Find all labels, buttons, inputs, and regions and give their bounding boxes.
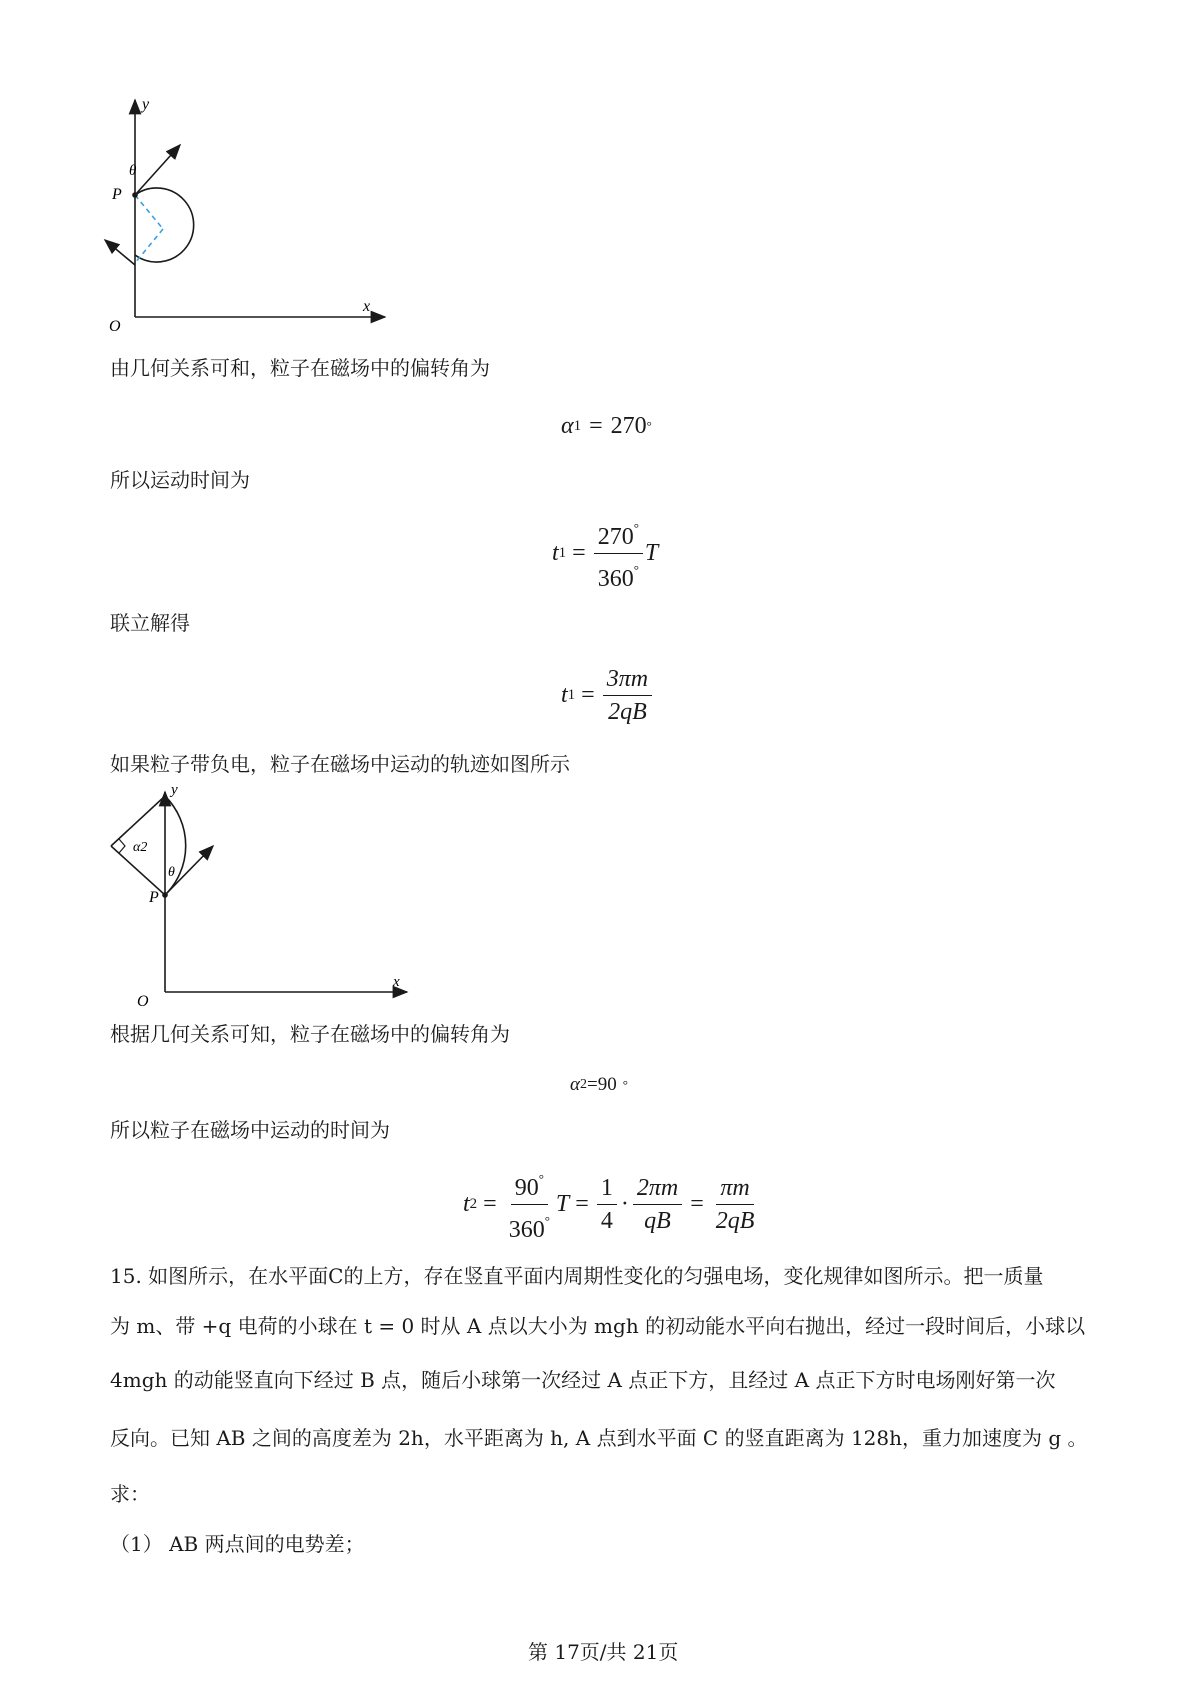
theta-label: θ [168, 865, 175, 880]
eq4-sub: 2 [579, 1077, 587, 1092]
eq5-lhs: t [463, 1190, 470, 1217]
figure-positive-charge-trajectory [95, 95, 395, 335]
exit-velocity-arrow [105, 240, 135, 265]
eq5-f3-num: 2πm [633, 1173, 682, 1205]
eq5-f1-num: 90 [514, 1174, 539, 1201]
eq2-fraction [594, 513, 643, 594]
eq1-deg: ° [646, 418, 652, 433]
eq1-sub: 1 [573, 417, 582, 434]
eq3-lhs: t [561, 681, 568, 708]
question-15-line-5: 求： [110, 1482, 150, 1506]
eq5-period: T [555, 1190, 570, 1217]
radius-dashed-2 [135, 229, 163, 263]
eq3-den: 2qB [608, 698, 647, 725]
eq5-f1-den-deg: ° [544, 1212, 550, 1228]
paragraph-combine-solve: 联立解得 [110, 611, 190, 635]
radius-dashed-1 [135, 195, 163, 229]
eq5-f4-den: 2qB [715, 1207, 755, 1234]
point-p-label: P [149, 889, 159, 906]
question-15-line-1: 15. 如图所示，在水平面C的上方，存在竖直平面内周期性变化的匀强电场，变化规律如图所示。把一质量 [110, 1264, 1044, 1288]
eq2-sub: 1 [558, 544, 567, 561]
eq5-f2-num: 1 [597, 1173, 617, 1205]
eq1-op: = [589, 412, 603, 439]
equation-t2 [463, 1170, 760, 1243]
eq5-fraction-3 [633, 1173, 682, 1236]
circular-trajectory [135, 188, 194, 262]
paragraph-time-in-field: 所以粒子在磁场中运动的时间为 [110, 1118, 390, 1142]
eq5-f2-den: 4 [600, 1207, 613, 1234]
right-angle-mark [119, 839, 125, 853]
eq5-op1: = [483, 1190, 497, 1217]
paragraph-negative-charge: 如果粒子带负电，粒子在磁场中运动的轨迹如图所示 [110, 752, 570, 776]
eq2-period: T [644, 539, 659, 566]
eq5-op2: = [575, 1190, 589, 1217]
equation-alpha1 [561, 408, 652, 444]
eq2-den-deg: ° [633, 561, 639, 577]
paragraph-deflection-angle: 由几何关系可和，粒子在磁场中的偏转角为 [110, 356, 490, 380]
eq2-lhs: t [552, 539, 559, 566]
x-axis-label: x [393, 974, 400, 990]
page-footer: 第 17页/共 21页 [528, 1640, 679, 1664]
equation-t1-result [561, 662, 654, 728]
theta-label: θ [129, 163, 137, 179]
eq5-f1-den: 360 [508, 1216, 545, 1243]
question-15-line-4: 反向。已知 AB 之间的高度差为 2h，水平距离为 h, A 点到水平面 C 的竖直距离为 128h，重力加速度为 g 。 [110, 1426, 1088, 1450]
eq3-sub: 1 [567, 686, 576, 703]
eq5-f1-num-deg: ° [538, 1170, 544, 1186]
origin-label: O [109, 318, 121, 335]
eq5-sub: 2 [469, 1195, 478, 1212]
radius-line-top [111, 796, 165, 846]
eq5-dot: · [620, 1190, 629, 1217]
eq2-num: 270 [597, 523, 634, 550]
eq3-fraction [603, 664, 652, 727]
eq5-f3-den: qB [644, 1207, 671, 1234]
eq1-val: 270 [610, 412, 647, 439]
eq4-lhs: α [570, 1074, 580, 1095]
point-p-dot [132, 192, 138, 198]
eq3-num: 3πm [603, 664, 652, 696]
point-p-dot [162, 892, 168, 898]
alpha2-label: α2 [133, 840, 148, 855]
eq2-op: = [572, 539, 586, 566]
eq2-num-deg: ° [633, 519, 639, 535]
eq5-f4-num: πm [716, 1173, 753, 1205]
eq4-rhs: =90 [586, 1074, 617, 1095]
question-15-line-2: 为 m、带 +q 电荷的小球在 t = 0 时从 A 点以大小为 mgh 的初动能水平向右抛出，经过一段时间后，小球以 [110, 1314, 1086, 1338]
question-15-sub-1: （1） AB 两点间的电势差； [110, 1532, 365, 1556]
eq5-op3: = [690, 1190, 704, 1217]
paragraph-geometry-deflection: 根据几何关系可知，粒子在磁场中的偏转角为 [110, 1022, 510, 1046]
y-axis-label: y [142, 96, 150, 113]
eq1-lhs: α [561, 412, 574, 439]
paragraph-motion-time: 所以运动时间为 [110, 468, 250, 492]
origin-label: O [137, 993, 149, 1010]
eq4-deg: ° [622, 1077, 628, 1092]
equation-t1-ratio [552, 519, 659, 592]
eq5-fraction-4 [712, 1173, 759, 1236]
arc-trajectory [165, 796, 186, 895]
figure-negative-charge-trajectory [95, 780, 415, 1010]
eq3-op: = [581, 681, 595, 708]
eq5-fraction-2 [597, 1173, 617, 1236]
eq5-fraction-1 [505, 1164, 554, 1245]
point-p-label: P [112, 186, 122, 203]
equation-alpha2 [570, 1070, 628, 1100]
x-axis-label: x [363, 298, 371, 315]
eq2-den: 360 [597, 565, 634, 592]
y-axis-label: y [171, 782, 178, 798]
question-15-line-3: 4mgh 的动能竖直向下经过 B 点，随后小球第一次经过 A 点正下方，且经过 A 点正下方时电场刚好第一次 [110, 1368, 1056, 1392]
